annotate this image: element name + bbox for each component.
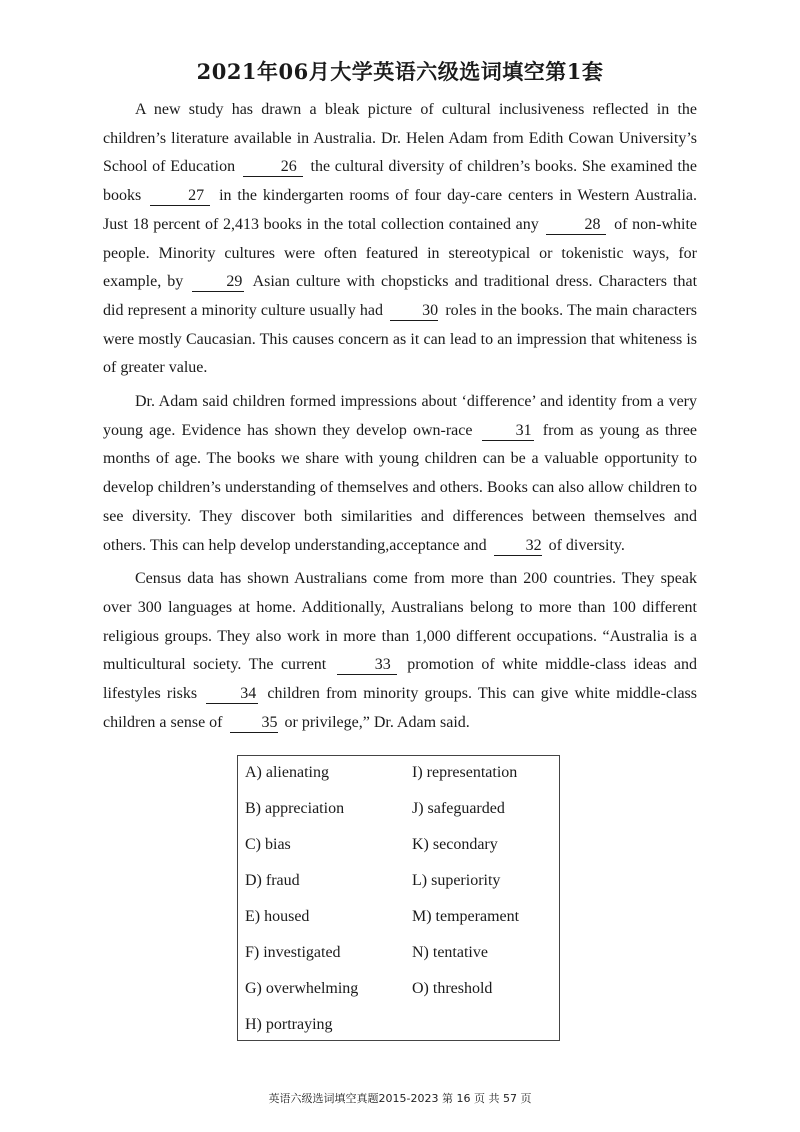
paragraph-1 [103,96,697,383]
blank-30: 30 [390,302,438,321]
text-segment: Asian culture with chopsticks and traditional dress. Characters that did represent a minority culture usually had [103,273,698,319]
option-l: L) superiority [412,872,501,889]
blank-26: 26 [243,158,303,177]
option-k: K) secondary [412,836,498,853]
option-f: F) investigated [245,944,341,961]
blank-29: 29 [192,273,244,292]
text-segment: roles in the books. The main characters were mostly Caucasian. This causes concern as it can lead to an impression that whiteness is of greater value. [103,301,698,377]
blank-33: 33 [337,656,397,675]
option-h: H) portraying [245,1016,333,1033]
text-segment: the cultural diversity of children’s books. She examined the books [103,158,698,205]
blank-35: 35 [230,714,278,733]
text-segment: Dr. Adam said children formed impressions about ‘difference’ and identity from a very young age. Evidence has shown they develop own-race [103,393,697,439]
page-footer: 英语六级选词填空真题2015-2023 第 16 页 共 57 页 [268,1092,532,1105]
text-segment: A new study has drawn a bleak picture of cultural inclusiveness reflected in the children’s literature available in Australia. Dr. Helen Adam from Edith Cowan University’s School of Education [103,101,697,176]
option-d: D) fraud [245,872,300,889]
option-n: N) tentative [412,944,488,961]
option-j: J) safeguarded [412,800,505,817]
blank-28: 28 [546,216,606,235]
text-segment: Census data has shown Australians come from more than 200 countries. They speak over 300 languages at home. Additionally, Australians belong to more than 100 different religious groups. They also work in more than 1,000 different occupations. “Australia is a multicultural society. The current [103,570,697,674]
option-m: M) temperament [412,908,520,925]
text-segment: in the kindergarten rooms of four day-care centers in Western Australia. Just 18 percent of 2,413 books in the total collection contained any [103,187,698,233]
option-o: O) threshold [412,980,493,997]
blank-34: 34 [206,685,258,704]
text-segment: of diversity. [548,536,625,554]
text-segment: from as young as three months of age. The books we share with young children can be a valuable opportunity to develop children’s understanding of themselves and others. Books can also allow children to see diversity. They discover both similarities and differences between themselves and others. This can help develop understanding,acceptance and [103,421,698,554]
paragraph-2 [103,388,697,560]
option-b: B) appreciation [245,800,345,817]
option-a: A) alienating [245,764,329,781]
option-c: C) bias [245,836,291,853]
text-segment: or privilege,” Dr. Adam said. [284,713,470,731]
blank-32: 32 [494,537,542,556]
blank-27: 27 [150,187,210,206]
page-title: 2021年06月大学英语六级选词填空第1套 [196,59,604,84]
text-segment: children from minority groups. This can give white middle-class children a sense of [103,685,698,731]
option-g: G) overwhelming [245,980,359,997]
word-bank [237,755,560,1041]
option-i: I) representation [412,764,518,781]
blank-31: 31 [482,422,534,441]
option-e: E) housed [245,908,310,925]
text-segment: of non-white people. Minority cultures were often featured in stereotypical or tokenistic ways, for example, by [103,215,698,291]
article-body [103,96,697,742]
text-segment: promotion of white middle-class ideas and lifestyles risks [103,656,698,703]
paragraph-3 [103,565,697,737]
